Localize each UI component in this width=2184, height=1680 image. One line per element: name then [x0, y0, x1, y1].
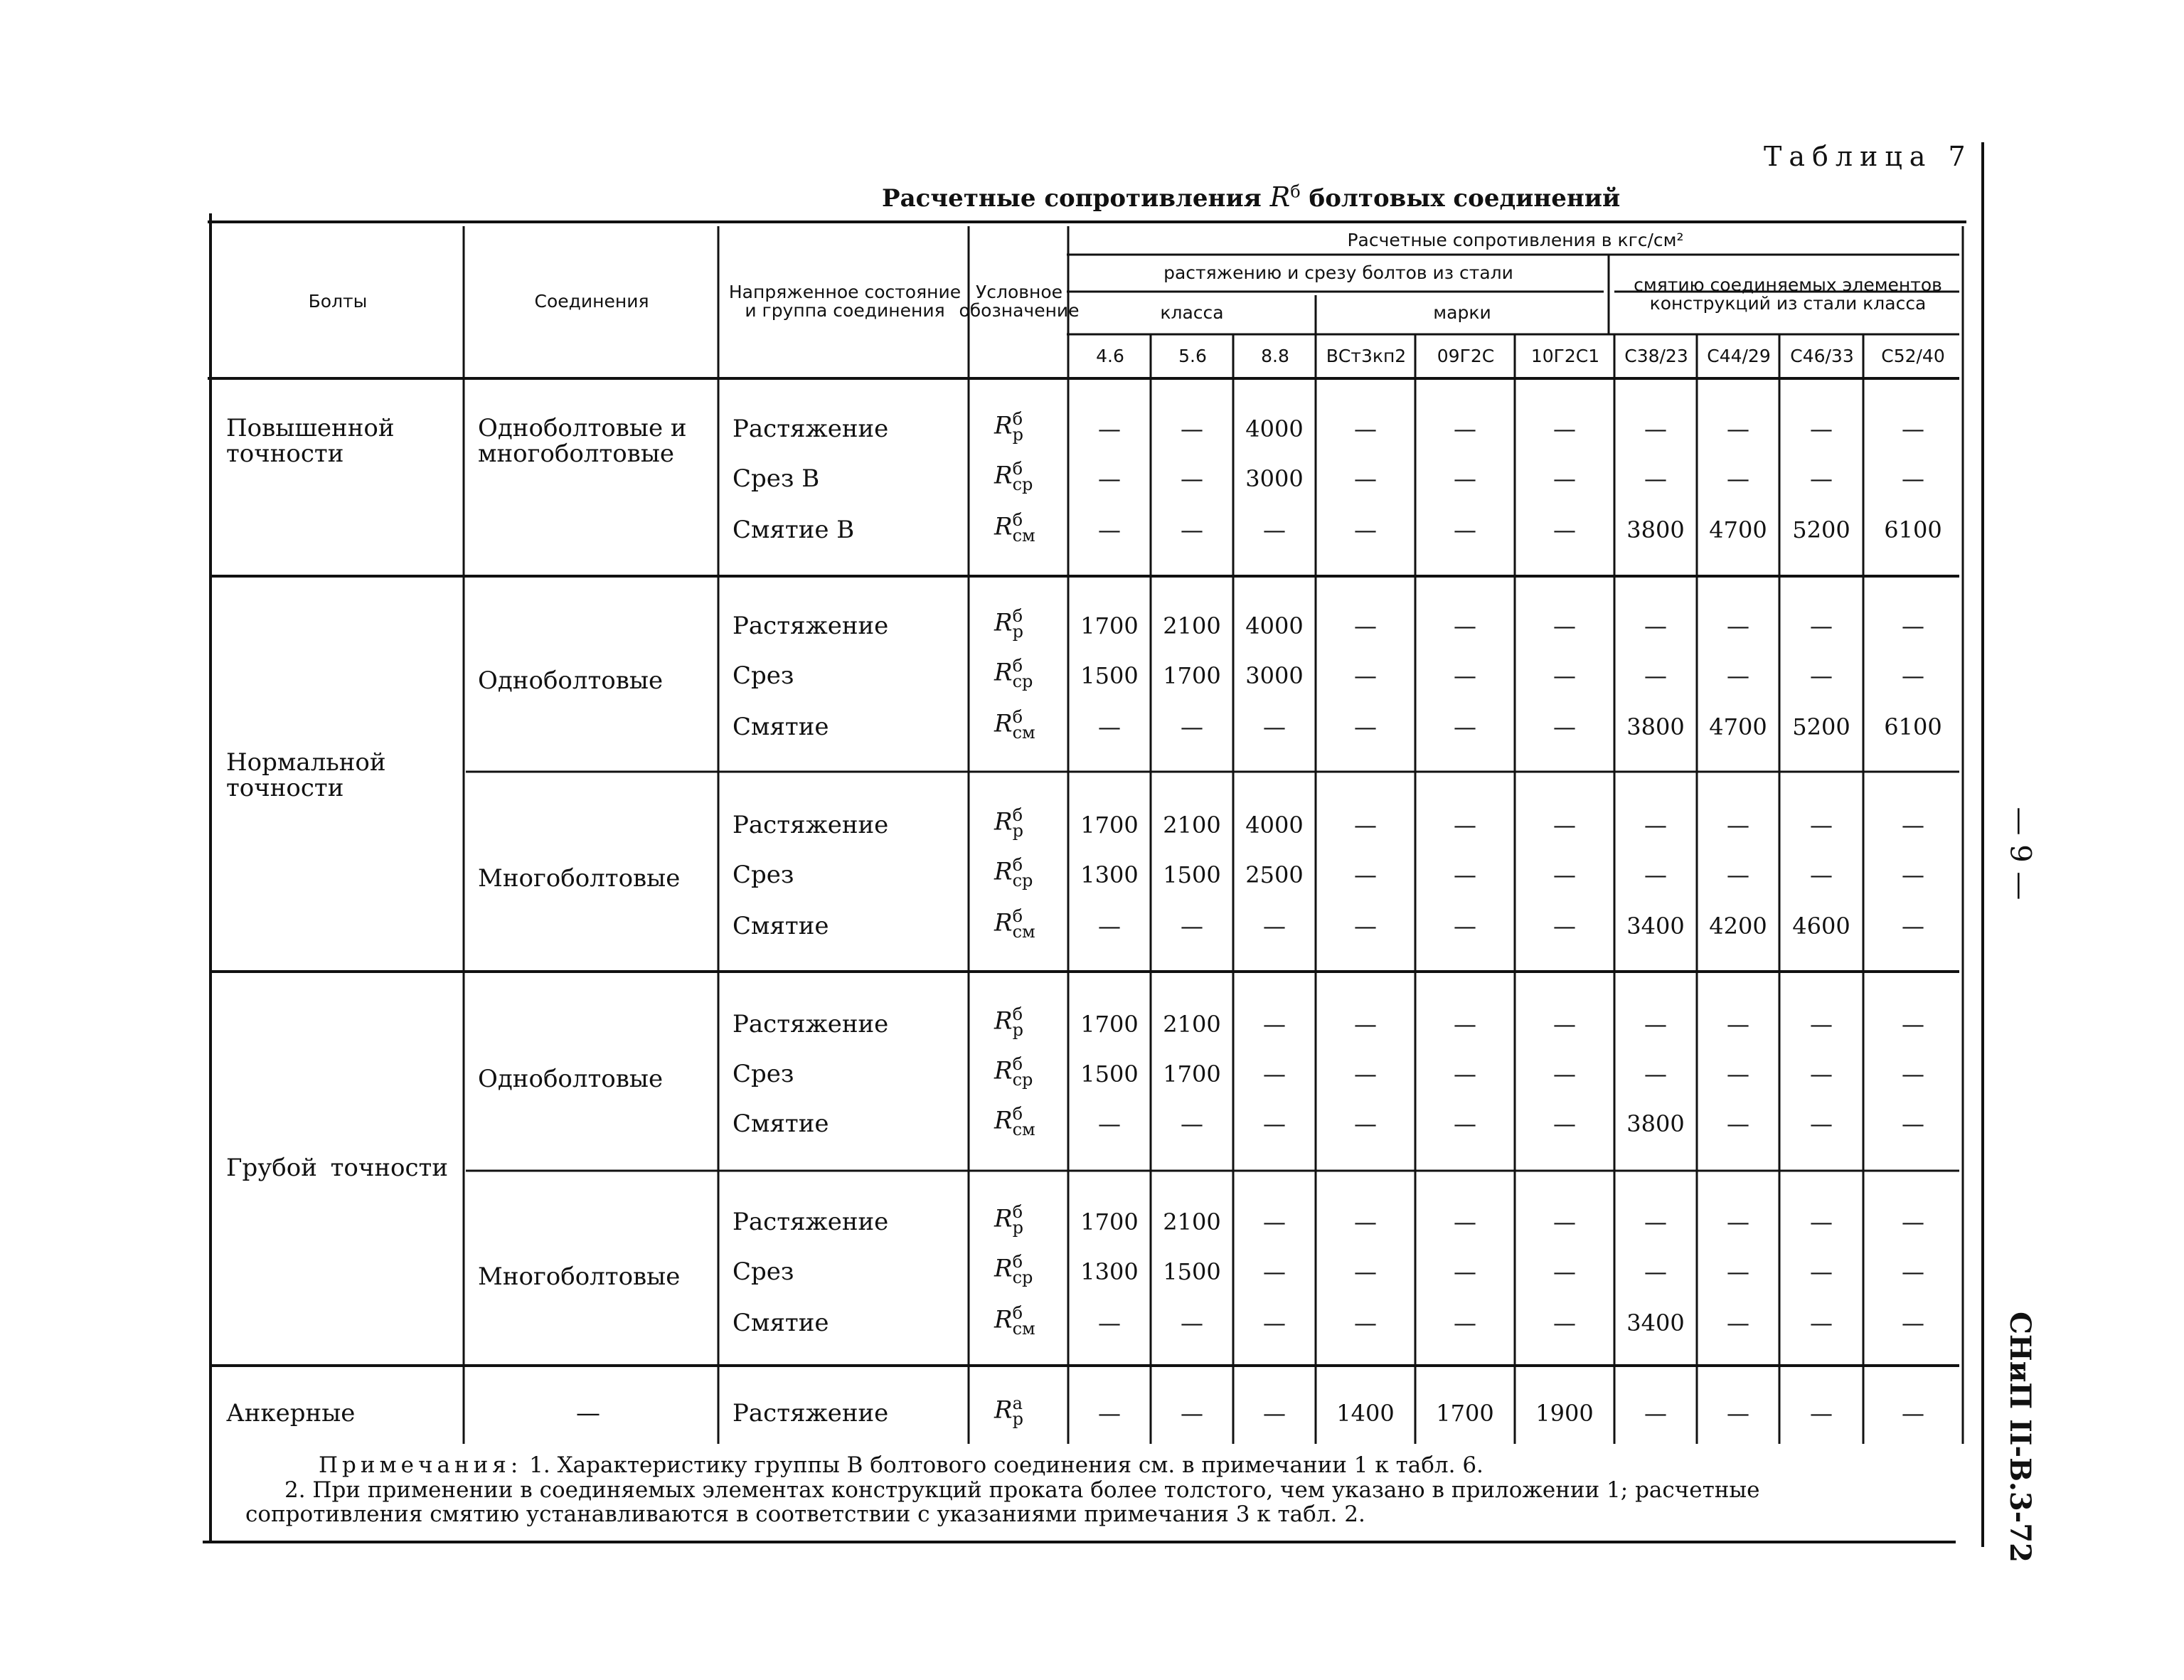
value-cell: —: [1454, 662, 1476, 689]
bolts-label: Нормальной точности: [226, 748, 386, 802]
value-cell: 3400: [1626, 913, 1685, 940]
value-cell: —: [1727, 1011, 1749, 1038]
symbol-index: [1012, 1054, 1033, 1090]
value-cell: —: [1727, 415, 1749, 442]
value-cell: 2100: [1163, 812, 1221, 839]
symbol-index: [1012, 409, 1023, 445]
value-cell: —: [1810, 612, 1833, 639]
symbol-index: [1012, 1104, 1035, 1139]
resistance-symbol: [994, 510, 1035, 546]
value-cell: —: [1181, 913, 1203, 940]
symbol-sub: ср: [1012, 1267, 1033, 1287]
resistance-symbol: [994, 606, 1023, 642]
stress-state: Растяжение: [733, 415, 889, 443]
value-cell: —: [1553, 812, 1576, 839]
header-symbol: Условное обозначение: [959, 281, 1080, 321]
symbol-index: [1012, 1202, 1023, 1238]
connection-label: Одноболтовые и многоболтовые: [478, 414, 687, 468]
symbol-index: [1012, 656, 1033, 691]
value-cell: —: [1454, 1309, 1476, 1336]
symbol-letter: R: [994, 512, 1013, 541]
value-cell: 5200: [1792, 713, 1850, 740]
stress-state: Срез В: [733, 464, 820, 493]
value-cell: —: [1553, 913, 1576, 940]
value-cell: —: [1644, 1011, 1667, 1038]
symbol-sup: а: [1012, 1393, 1023, 1413]
value-cell: —: [1354, 812, 1377, 839]
value-cell: 1500: [1163, 861, 1221, 888]
symbol-sup: б: [1012, 906, 1023, 926]
value-cell: —: [1553, 1011, 1576, 1038]
value-cell: —: [1810, 465, 1833, 492]
symbol-sub: см: [1012, 1318, 1035, 1339]
notes-line-1: [319, 1452, 1483, 1478]
stress-state: Растяжение: [733, 811, 889, 839]
symbol-sup: б: [1012, 855, 1023, 875]
stress-state: Срез: [733, 861, 794, 889]
symbol-letter: R: [994, 857, 1013, 886]
value-cell: 1500: [1163, 1258, 1221, 1285]
value-cell: —: [1354, 913, 1377, 940]
value-cell: —: [1902, 861, 1924, 888]
symbol-sup: б: [1012, 1104, 1023, 1124]
value-cell: —: [1354, 713, 1377, 740]
value-cell: —: [1263, 1011, 1286, 1038]
value-cell: —: [1454, 465, 1476, 492]
value-cell: 2100: [1163, 1208, 1221, 1235]
symbol-sub: см: [1012, 921, 1035, 942]
value-cell: —: [1454, 1110, 1476, 1137]
connection-label: Одноболтовые: [478, 1065, 664, 1093]
title-symbol: R: [1269, 181, 1291, 213]
symbol-sup: б: [1012, 707, 1023, 727]
value-cell: —: [1644, 1400, 1667, 1427]
value-cell: —: [1181, 1309, 1203, 1336]
value-cell: —: [1644, 812, 1667, 839]
connection-label: Многоболтовые: [478, 1262, 681, 1291]
header-stress-state: Напряженное состояние и группа соединения: [728, 281, 962, 321]
value-cell: —: [1263, 1258, 1286, 1285]
stress-state: Растяжение: [733, 612, 889, 640]
value-cell: —: [1553, 465, 1576, 492]
symbol-sub: р: [1012, 424, 1023, 445]
symbol-letter: R: [994, 1254, 1013, 1283]
column-header: С52/40: [1881, 345, 1945, 366]
symbol-letter: R: [994, 1006, 1013, 1036]
value-cell: —: [1098, 1309, 1121, 1336]
value-cell: —: [1354, 1258, 1377, 1285]
value-cell: 5200: [1792, 516, 1850, 543]
value-cell: —: [1454, 1258, 1476, 1285]
value-cell: —: [1354, 1060, 1377, 1088]
symbol-index: [1012, 1004, 1023, 1040]
resistance-symbol: [994, 805, 1023, 841]
connection-label: —: [576, 1399, 600, 1428]
column-header: 10Г2С1: [1530, 345, 1600, 366]
value-cell: 1500: [1080, 1060, 1139, 1088]
value-cell: —: [1181, 1110, 1203, 1137]
value-cell: —: [1727, 1110, 1749, 1137]
notes-label: Примечания:: [319, 1452, 523, 1478]
value-cell: —: [1354, 1208, 1377, 1235]
symbol-index: [1012, 906, 1035, 942]
value-cell: 3800: [1626, 713, 1685, 740]
value-cell: —: [1181, 516, 1203, 543]
header-connections: Соединения: [534, 290, 649, 312]
symbol-sup: б: [1012, 656, 1023, 676]
symbol-index: [1012, 606, 1023, 642]
symbol-sup: б: [1012, 606, 1023, 626]
value-cell: —: [1263, 913, 1286, 940]
resistance-symbol: [994, 855, 1033, 890]
value-cell: —: [1354, 662, 1377, 689]
title-suffix: болтовых соединений: [1309, 184, 1621, 213]
value-cell: 1700: [1080, 612, 1139, 639]
value-cell: —: [1354, 1309, 1377, 1336]
value-cell: —: [1553, 713, 1576, 740]
value-cell: —: [1727, 1258, 1749, 1285]
value-cell: —: [1553, 1309, 1576, 1336]
value-cell: —: [1354, 1011, 1377, 1038]
column-header: ВСт3кп2: [1326, 345, 1407, 366]
value-cell: —: [1810, 1309, 1833, 1336]
symbol-sup: б: [1012, 1054, 1023, 1074]
column-header: 8.8: [1261, 345, 1289, 366]
value-cell: —: [1902, 913, 1924, 940]
stress-state: Срез: [733, 1258, 794, 1286]
symbol-letter: R: [994, 1056, 1013, 1085]
value-cell: 1700: [1436, 1400, 1494, 1427]
value-cell: —: [1810, 415, 1833, 442]
value-cell: —: [1644, 612, 1667, 639]
value-cell: —: [1644, 1060, 1667, 1088]
value-cell: —: [1098, 465, 1121, 492]
column-header: С46/33: [1790, 345, 1854, 366]
symbol-letter: R: [994, 1106, 1013, 1135]
symbol-sub: р: [1012, 1217, 1023, 1238]
resistance-symbol: [994, 906, 1035, 942]
value-cell: 1900: [1535, 1400, 1594, 1427]
value-cell: —: [1263, 1309, 1286, 1336]
column-header: 09Г2С: [1437, 345, 1495, 366]
note-2-line-1: 2. При применении в соединяемых элементах конструкций проката более толстого, чем указано в приложении 1; расчетные: [284, 1477, 1760, 1503]
symbol-letter: R: [994, 807, 1013, 836]
value-cell: —: [1263, 1110, 1286, 1137]
symbol-sup: б: [1012, 510, 1023, 530]
value-cell: —: [1902, 1309, 1924, 1336]
symbol-sub: ср: [1012, 1069, 1033, 1090]
value-cell: 1700: [1163, 662, 1221, 689]
resistance-symbol: [994, 1202, 1023, 1238]
value-cell: —: [1354, 861, 1377, 888]
value-cell: —: [1810, 1400, 1833, 1427]
value-cell: —: [1454, 612, 1476, 639]
connection-label: Многоболтовые: [478, 864, 681, 893]
value-cell: —: [1263, 516, 1286, 543]
value-cell: —: [1810, 1110, 1833, 1137]
value-cell: 4700: [1709, 516, 1767, 543]
symbol-sub: ср: [1012, 474, 1033, 494]
symbol-sup: б: [1012, 459, 1023, 479]
value-cell: —: [1354, 1110, 1377, 1137]
value-cell: —: [1902, 812, 1924, 839]
symbol-letter: R: [994, 709, 1013, 738]
value-cell: 2100: [1163, 612, 1221, 639]
page-number: — 9 —: [2003, 807, 2037, 900]
symbol-sub: р: [1012, 621, 1023, 642]
symbol-letter: R: [994, 461, 1013, 490]
value-cell: —: [1810, 1258, 1833, 1285]
bolts-label: Анкерные: [226, 1399, 356, 1428]
symbol-letter: R: [994, 658, 1013, 687]
value-cell: 1700: [1080, 1208, 1139, 1235]
value-cell: —: [1098, 516, 1121, 543]
bolts-label: Повышенной точности: [226, 414, 395, 468]
header-bolts: Болты: [308, 290, 368, 312]
symbol-letter: R: [994, 1395, 1013, 1425]
value-cell: —: [1454, 415, 1476, 442]
value-cell: —: [1727, 465, 1749, 492]
value-cell: 1700: [1080, 1011, 1139, 1038]
symbol-sub: р: [1012, 1408, 1023, 1429]
value-cell: —: [1727, 1309, 1749, 1336]
resistance-symbol: [994, 1004, 1023, 1040]
value-cell: —: [1902, 1208, 1924, 1235]
resistance-symbol: [994, 409, 1023, 445]
resistance-symbol: [994, 459, 1033, 494]
symbol-sup: б: [1012, 1252, 1023, 1272]
value-cell: —: [1454, 812, 1476, 839]
value-cell: 3800: [1626, 1110, 1685, 1137]
resistance-symbol: [994, 707, 1035, 743]
value-cell: —: [1181, 1400, 1203, 1427]
value-cell: —: [1181, 465, 1203, 492]
value-cell: 1300: [1080, 861, 1139, 888]
value-cell: —: [1902, 1400, 1924, 1427]
value-cell: 1300: [1080, 1258, 1139, 1285]
value-cell: 4700: [1709, 713, 1767, 740]
value-cell: 6100: [1884, 516, 1942, 543]
stress-state: Растяжение: [733, 1399, 889, 1428]
value-cell: —: [1098, 415, 1121, 442]
value-cell: —: [1727, 1400, 1749, 1427]
value-cell: 4000: [1245, 612, 1304, 639]
value-cell: —: [1644, 1258, 1667, 1285]
symbol-index: [1012, 1303, 1035, 1339]
symbol-sup: б: [1012, 1202, 1023, 1222]
value-cell: —: [1553, 415, 1576, 442]
note-2-line-2: сопротивления смятию устанавливаются в соответствии с указаниями примечания 3 к табл. 2.: [245, 1501, 1365, 1527]
value-cell: —: [1810, 812, 1833, 839]
value-cell: —: [1098, 713, 1121, 740]
value-cell: 3800: [1626, 516, 1685, 543]
value-cell: —: [1553, 516, 1576, 543]
value-cell: —: [1454, 1011, 1476, 1038]
document-code: СНиП II-В.3-72: [2003, 1311, 2037, 1563]
symbol-index: [1012, 707, 1035, 743]
symbol-sub: см: [1012, 722, 1035, 743]
value-cell: —: [1263, 1208, 1286, 1235]
column-header: С38/23: [1624, 345, 1688, 366]
stress-state: Растяжение: [733, 1208, 889, 1236]
stress-state: Смятие: [733, 1309, 829, 1337]
symbol-index: [1012, 459, 1033, 494]
value-cell: —: [1553, 1060, 1576, 1088]
value-cell: 3000: [1245, 662, 1304, 689]
value-cell: —: [1810, 1208, 1833, 1235]
value-cell: —: [1454, 516, 1476, 543]
symbol-sub: р: [1012, 1019, 1023, 1040]
title-symbol-sup: б: [1290, 181, 1301, 202]
stress-state: Растяжение: [733, 1010, 889, 1038]
value-cell: —: [1810, 1011, 1833, 1038]
header-resistance: Расчетные сопротивления в кгс/см²: [1347, 229, 1684, 250]
value-cell: —: [1263, 1060, 1286, 1088]
value-cell: —: [1553, 1208, 1576, 1235]
symbol-letter: R: [994, 908, 1013, 937]
value-cell: —: [1553, 612, 1576, 639]
column-header: 4.6: [1096, 345, 1124, 366]
value-cell: —: [1810, 861, 1833, 888]
value-cell: —: [1644, 465, 1667, 492]
value-cell: —: [1902, 1110, 1924, 1137]
value-cell: —: [1810, 662, 1833, 689]
symbol-index: [1012, 510, 1035, 546]
value-cell: 4000: [1245, 415, 1304, 442]
stress-state: Срез: [733, 1060, 794, 1088]
value-cell: —: [1098, 1110, 1121, 1137]
symbol-sub: ср: [1012, 671, 1033, 691]
value-cell: —: [1902, 1060, 1924, 1088]
resistance-symbol: [994, 1303, 1035, 1339]
header-grade: марки: [1433, 302, 1491, 323]
value-cell: 1500: [1080, 662, 1139, 689]
symbol-index: [1012, 805, 1023, 841]
note-1: 1. Характеристику группы В болтового соединения см. в примечании 1 к табл. 6.: [529, 1452, 1483, 1478]
value-cell: —: [1644, 861, 1667, 888]
symbol-sup: б: [1012, 409, 1023, 429]
value-cell: —: [1902, 612, 1924, 639]
value-cell: 1700: [1163, 1060, 1221, 1088]
symbol-sup: б: [1012, 1303, 1023, 1323]
symbol-sup: б: [1012, 1004, 1023, 1024]
value-cell: —: [1727, 662, 1749, 689]
value-cell: —: [1644, 415, 1667, 442]
symbol-letter: R: [994, 1305, 1013, 1334]
symbol-index: [1012, 1393, 1023, 1429]
stress-state: Срез: [733, 661, 794, 690]
value-cell: 3400: [1626, 1309, 1685, 1336]
symbol-sub: ср: [1012, 870, 1033, 890]
symbol-letter: R: [994, 1204, 1013, 1233]
value-cell: —: [1181, 415, 1203, 442]
value-cell: —: [1553, 1110, 1576, 1137]
header-tension-shear: растяжению и срезу болтов из стали: [1163, 262, 1513, 283]
symbol-letter: R: [994, 411, 1013, 440]
value-cell: 6100: [1884, 713, 1942, 740]
stress-state: Смятие В: [733, 516, 855, 544]
value-cell: 4600: [1792, 913, 1850, 940]
value-cell: 1400: [1336, 1400, 1395, 1427]
value-cell: —: [1727, 1208, 1749, 1235]
value-cell: —: [1354, 415, 1377, 442]
resistance-symbol: [994, 1054, 1033, 1090]
stress-state: Смятие: [733, 713, 829, 741]
value-cell: —: [1902, 1011, 1924, 1038]
value-cell: 4000: [1245, 812, 1304, 839]
symbol-sub: см: [1012, 1119, 1035, 1139]
symbol-letter: R: [994, 608, 1013, 637]
value-cell: —: [1644, 1208, 1667, 1235]
bolts-label: Грубой точности: [226, 1154, 448, 1182]
symbol-sub: р: [1012, 820, 1023, 841]
header-bearing: смятию соединяемых элементов конструкций из стали класса: [1634, 274, 1942, 314]
value-cell: —: [1902, 1258, 1924, 1285]
value-cell: —: [1553, 662, 1576, 689]
value-cell: —: [1454, 713, 1476, 740]
symbol-sub: см: [1012, 525, 1035, 546]
resistance-symbol: [994, 1393, 1023, 1429]
value-cell: 3000: [1245, 465, 1304, 492]
value-cell: —: [1098, 913, 1121, 940]
value-cell: —: [1902, 415, 1924, 442]
value-cell: —: [1263, 1400, 1286, 1427]
connection-label: Одноболтовые: [478, 666, 664, 695]
value-cell: 2500: [1245, 861, 1304, 888]
table-label: Таблица 7: [1764, 141, 1973, 172]
title-prefix: Расчетные сопротивления: [882, 184, 1262, 213]
symbol-index: [1012, 855, 1033, 890]
resistance-symbol: [994, 1252, 1033, 1287]
value-cell: —: [1902, 662, 1924, 689]
column-header: С44/29: [1707, 345, 1771, 366]
symbol-sup: б: [1012, 805, 1023, 825]
value-cell: —: [1454, 1060, 1476, 1088]
column-header: 5.6: [1178, 345, 1207, 366]
value-cell: —: [1553, 861, 1576, 888]
value-cell: —: [1727, 1060, 1749, 1088]
value-cell: —: [1263, 713, 1286, 740]
value-cell: —: [1644, 662, 1667, 689]
value-cell: —: [1902, 465, 1924, 492]
value-cell: —: [1553, 1258, 1576, 1285]
value-cell: 1700: [1080, 812, 1139, 839]
value-cell: —: [1354, 465, 1377, 492]
value-cell: —: [1354, 516, 1377, 543]
value-cell: —: [1181, 713, 1203, 740]
stress-state: Смятие: [733, 1110, 829, 1138]
value-cell: —: [1727, 812, 1749, 839]
value-cell: —: [1098, 1400, 1121, 1427]
resistance-symbol: [994, 1104, 1035, 1139]
value-cell: —: [1454, 861, 1476, 888]
resistance-symbol: [994, 656, 1033, 691]
header-class: класса: [1160, 302, 1224, 323]
value-cell: 2100: [1163, 1011, 1221, 1038]
symbol-index: [1012, 1252, 1033, 1287]
value-cell: —: [1727, 612, 1749, 639]
value-cell: —: [1454, 1208, 1476, 1235]
value-cell: —: [1454, 913, 1476, 940]
value-cell: 4200: [1709, 913, 1767, 940]
value-cell: —: [1727, 861, 1749, 888]
value-cell: —: [1354, 612, 1377, 639]
value-cell: —: [1810, 1060, 1833, 1088]
stress-state: Смятие: [733, 912, 829, 940]
